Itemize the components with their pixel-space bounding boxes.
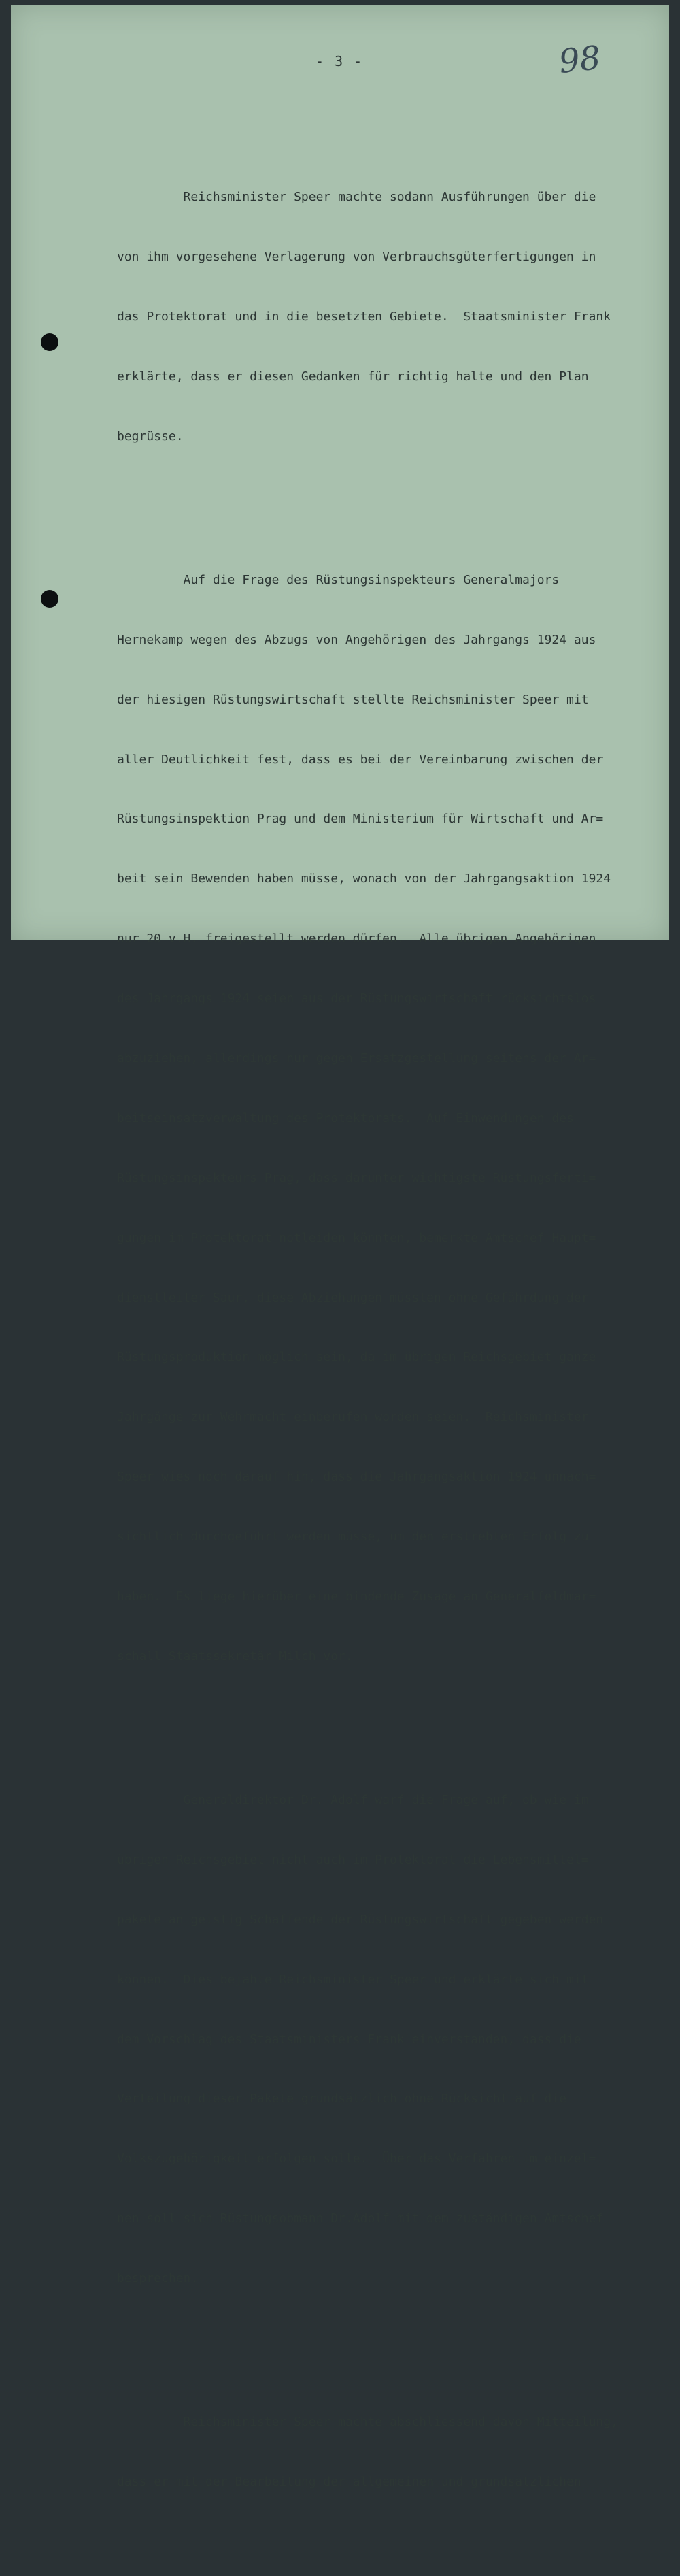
text-line: dem Vorschlag des Staatsministers Frank einverstanden, dass die [117, 2032, 581, 2047]
text-line: übrigen Reichsgebiet nicht auch im Protektorat die Lebensmittel= [117, 1852, 589, 1867]
text-line: beit sein Bewenden haben müsse, wonach von der Jahrgangsaktion 1924 [117, 872, 611, 887]
text-line: pakete an geistig Schaffende der Rüstungswirtschaft gegeben werden [117, 1912, 604, 1927]
text-line: schall Staatssekretär Milch vor. [117, 1649, 353, 1664]
paragraph-4 [117, 2373, 669, 2532]
text-line: Volkszugehörigkeit erfolgen solle. Über das Verfahren im einzel= [117, 2151, 596, 2166]
text-line: besprechen. [117, 2271, 199, 2286]
text-line: von ihm vorgesehene Verlagerung von Verbrauchsgüterfertigungen in [117, 250, 596, 265]
text-line: Generaldirektor Dr. Adolf warf die Frage auf, ob wie im [117, 1792, 589, 1807]
punch-hole-top [41, 333, 58, 351]
paragraph-1 [117, 148, 669, 486]
text-line: gungen im Protektorat notleiden könnten, bemerkte Amtschef Haupt= [117, 1230, 596, 1245]
text-line: abzuziehen, allerdings nur gegen Ersatzgestellung seitens der Ar= [117, 1051, 596, 1066]
text-line: des Jahrgangs 1924 seien aus der Rüstungswirtschaft rücksichtslos [117, 991, 596, 1006]
text-line: Jahrgänge zur Wehrmacht einberufen worden seien. Reichsminister [117, 1410, 589, 1425]
body-text [117, 108, 669, 2576]
document-page [11, 5, 669, 2490]
text-line: nur 20 v.H. freigestellt werden dürfen. Alle übrigen Angehörigen [117, 931, 596, 946]
text-line: haben. Es liege hierüber eine bindende Zusage an Generalfeldmar= [117, 1589, 596, 1604]
text-line: beitseinsatzverwaltung des Protektorats. Auf Einwendungen des [117, 1110, 574, 1125]
text-line: begrüsse. [117, 429, 184, 444]
text-line: Reichsminister Speer machte abschliessend davon Mitteilung, [117, 2415, 618, 2430]
text-line: Auf die Frage des Rüstungsinspekteurs Generalmajors [117, 572, 560, 587]
text-line: dienstleiter Saur, diese Abziehungen müssten ohne Gefährdung der [117, 1290, 589, 1305]
text-line: können. Dies bejahte Reichsminister Speer und erklärte sich mit [117, 1972, 589, 1987]
handwritten-folio-number: 98 [557, 38, 602, 82]
paragraph-2 [117, 530, 669, 1706]
punch-hole-bottom [41, 590, 58, 608]
text-line: der hiesigen Rüstungswirtschaft stellte Reichsminister Speer mit [117, 692, 589, 707]
text-line: erklärte, dass er diesen Gedanken für richtig halte und den Plan [117, 369, 589, 384]
page-number: - 3 - [316, 53, 364, 69]
text-line: Hernekamp wegen des Abzugs von Angehörigen des Jahrgangs 1924 aus [117, 632, 596, 647]
text-line: aller Deutlichkeit fest, dass es bei der Vereinbarung zwischen der [117, 752, 604, 767]
paragraph-3 [117, 1750, 669, 2328]
text-line: Rüstungsinspektion Prag und dem Ministerium für Wirtschaft und Ar= [117, 812, 604, 827]
text-line: Speer wies noch darauf hin, dass die Jahrgangsaktion 1924 unnach= [117, 1470, 596, 1485]
text-line: dass er mit der Bearbeitung der allgemeinen und grundsätzlichen [117, 2475, 581, 2490]
text-line: sichtlich durchgeführt werden müsse, um den erstrebten Erfolg zu [117, 1530, 589, 1545]
text-line: Rüstungsinspekteurs Prag, dass darunter wichtigste Rüstungsferti= [117, 1170, 596, 1185]
text-line: nen soll sich Rüstungsobmann Dr.Adolf mit dem zuständigen Amtschef [117, 2211, 604, 2226]
text-line: Verteilung dieser Pakete grundsätzlich ohne Rücksicht auf die [117, 2092, 567, 2107]
text-line: Reichsminister Speer machte sodann Ausführungen über die [117, 190, 596, 205]
text-line: das Protektorat und in die besetzten Gebiete. Staatsminister Frank [117, 309, 611, 324]
text-line: Rüstungsproduktion möglich sein, da im übrigen Reichsgebiet ganze [117, 1350, 596, 1365]
